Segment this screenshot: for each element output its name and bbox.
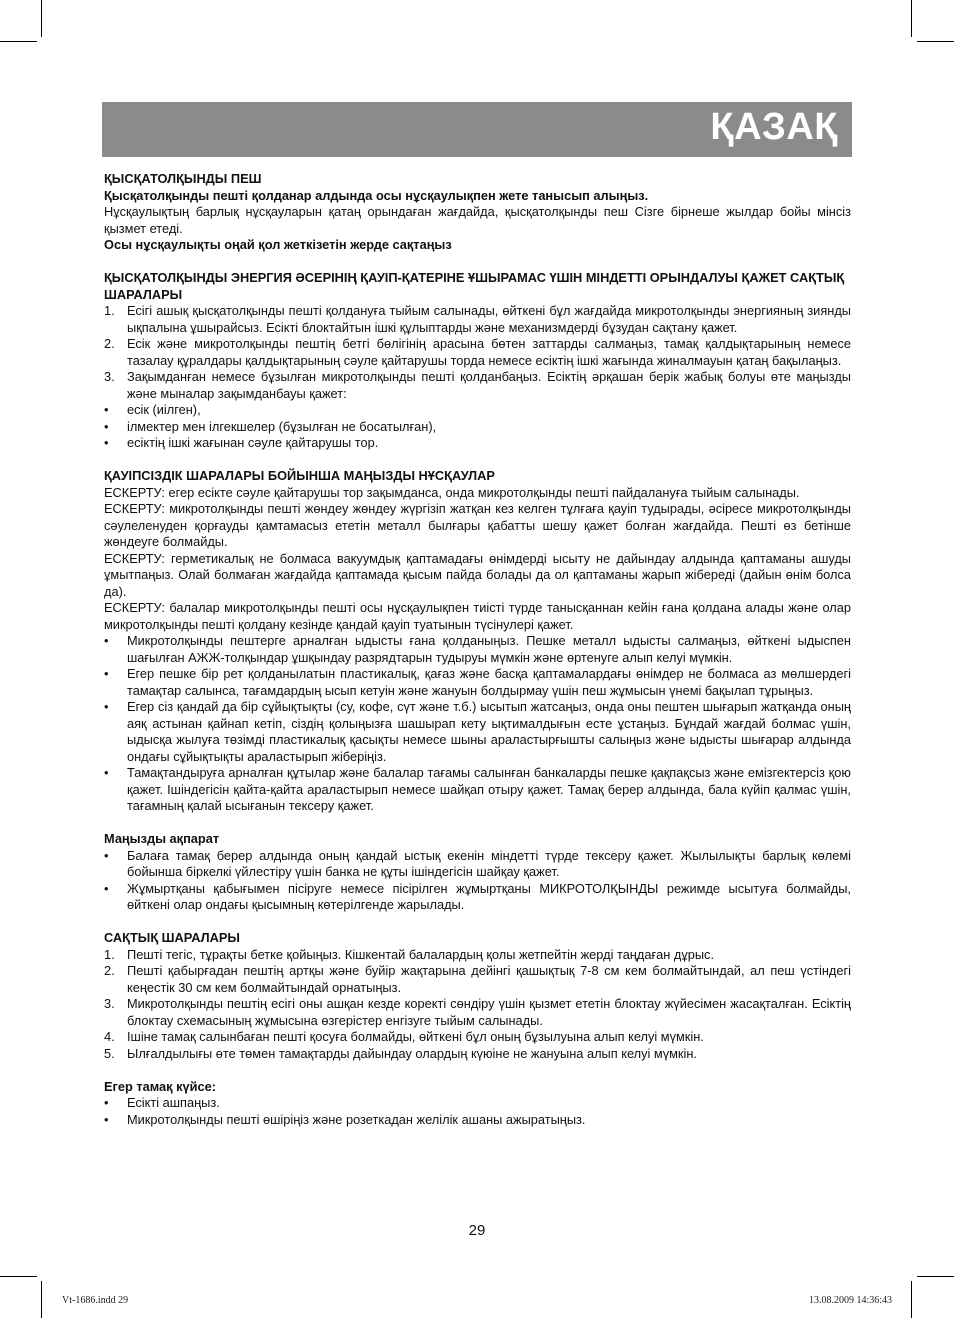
section-heading: ҚЫСҚАТОЛҚЫНДЫ ЭНЕРГИЯ ӘСЕРІНІҢ ҚАУІП-ҚАТЕРІНЕ ҰШЫРАМАС ҮШІН МІНДЕТТІ ОРЫНДАЛУЫ ҚАЖЕТ САҚТЫҚ ШАРАЛАРЫ [104,270,845,302]
page-title: ҚАЗАҚ [710,106,838,148]
list-item-text: Балаға тамақ берер алдында оның қандай ыстық екенін міндетті түрде тексеру қажет. Жылылықты барлық көлемі бойынша біркелкі үйлестіру үшін банка не құты ішіндегісін шайқау қажет. [127,847,851,879]
list-item [104,848,851,881]
list-item-text: Микротолқынды пештің есігі оны ашқан кезде коректі сөндіру үшін қызмет ететін блоктау жүйесімен жасақталған. Есіктің блоктау схемасының жұмысына өзгерістер енгізуге тыйым салынады. [127,996,851,1028]
list-item-text: Егер сіз қандай да бір сұйықтықты (су, кофе, сүт және т.б.) ысытып жатсаңыз, онда оны пештен шығарып жатқанда оның аяқ астынан қайнап кетіп, сіздің қолыңызға шашырап кету ықтималдығын есте ұстаңыз. Бұндай жағдай болмас үшін, ыдысқа жылуға төзімді пластикалық қасықты немесе шыны араластырғышты салыңыз және ыдысты шығарар алдында ондағы сұйықтықты араластырып жіберіңіз. [127,699,851,764]
list-item [104,402,851,419]
bullet-icon: • [104,699,109,714]
document-body [104,171,851,1128]
list-marker: 1. [104,303,115,318]
list-marker: 4. [104,1029,115,1044]
list-item [104,963,851,996]
list-item [104,765,851,815]
section-heading: Маңызды ақпарат [104,831,220,846]
list-item-text: Ішіне тамақ салынбаған пешті қосуға болмайды, өйткені бұл оның бұзылуына алып келуі мүмкін. [127,1029,704,1044]
list-item-text: ілмектер мен ілгекшелер (бұзылған не босатылған), [127,418,437,434]
list-item [104,881,851,914]
list-item-text: Жұмыртқаны қабығымен пісіруге немесе пісірілген жұмыртқаны МИКРОТОЛҚЫНДЫ режимде ысытуға болмайды, өйткені олар ондағы қысымның көтерілгенде жарылады. [127,880,851,912]
list-marker: • [104,435,109,450]
warning-note: ЕСКЕРТУ: микротолқынды пешті жөндеу жөндеу жүргізіп жатқан кез келген тұлғаға қауіп тудырады, әсіресе микротолқынды сәулеленуден қорғауды қамтамасыз ететін металл былғары қабатты шешу қажет болған жағдайда. Пешті өз бетінше жөндеуге болмайды. [104,501,851,549]
intro-lead: Қысқатолқынды пешті қолданар алдында осы нұсқаулықпен жете танысып алыңыз. [104,187,649,203]
list-item-text: Микротолқынды пешті өшіріңіз және розеткадан желілік ашаны ажыратыңыз. [127,1111,586,1127]
section1-list [104,303,851,452]
bullet-icon: • [104,666,109,681]
list-marker: 2. [104,963,115,978]
list-item [104,369,851,402]
list-marker: • [104,402,109,417]
list-item-text: есік (иілген), [127,402,201,417]
list-item-text: Есікті ашпаңыз. [127,1095,220,1110]
list-item-text: Есігі ашық қысқатолқынды пешті қолдануға тыйым салынады, өйткені бұл жағдайда микротолқынды энергияның зиянды ықпалына ұшырайсыз. Есікті блоктайтын ішкі құлыптарды және механизмдерді бұзудан сақтану қажет. [127,303,851,335]
crop-mark [911,1281,912,1318]
crop-mark [41,0,42,37]
section-heading: ҚАУІПСІЗДІК ШАРАЛАРЫ БОЙЫНША МАҢЫЗДЫ НҰСҚАУЛАР [104,468,495,483]
list-item-text: Пешті тегіс, тұрақты бетке қойыңыз. Кішкентай балалардың қолы жетпейтін жерді таңдаған дұрыс. [127,946,715,962]
bullet-icon: • [104,847,109,863]
language-banner [102,102,852,157]
list-item-text: Ылғалдылығы өте төмен тамақтарды дайындау олардың күюіне не жануына алып келуі мүмкін. [127,1045,697,1061]
section-heading: САҚТЫҚ ШАРАЛАРЫ [104,930,240,945]
section-heading: Егер тамақ күйсе: [104,1078,216,1094]
bullet-icon: • [104,765,109,780]
warning-note: ЕСКЕРТУ: балалар микротолқынды пешті осы нұсқаулықпен тиісті түрде танысқаннан кейін ғана қолдана алады және олар микротолқынды пешті қолдану кезінде қандай қауіп туатынын түсінулері қажет. [104,600,851,632]
crop-mark [917,41,954,42]
list-item-text: Есік және микротолқынды пештің бетгі бөлігінің арасына бөтен заттарды салмаңыз, тамақ қалдықтарының немесе тазалау құралдары қалдықтарының сәуле қайтарушы торда немесе есіктің ішкі жағында жиналмауын қатаң бақылаңыз. [127,336,851,368]
intro-text: Нұсқаулықтың барлық нұсқауларын қатаң орындаған жағдайда, қысқатолқынды пеш Сізге бірнеше жылдар бойы мінсіз қызмет етеді. [104,204,851,236]
list-marker: 2. [104,336,115,351]
list-item [104,303,851,336]
crop-mark [917,1276,954,1277]
print-slug-timestamp: 13.08.2009 14:36:43 [808,1295,892,1306]
list-item-text: Егер пешке бір рет қолданылатын пластикалық, қағаз және басқа қаптамалардағы өнімдер не болмаса аз мөлшердегі тамақтар салынса, тағамдардың ысып кетуін және жануын болдырмау үшін пеш жұмысын үнемі бақылап тұрыңыз. [127,666,851,698]
list-marker: • [104,418,109,434]
list-marker: 3. [104,996,115,1011]
list-item [104,336,851,369]
crop-mark [0,1276,37,1277]
crop-mark [911,0,912,37]
list-item [104,996,851,1029]
list-item-text: Пешті қабырғадан пештің артқы және буйір жақтарына дейінгі қашықтық 7-8 см кем болмайтындай, ал пеш үстіндегі кеңестік 30 см кем болмайтындай орнатыңыз. [127,963,851,995]
intro-keep: Осы нұсқаулықты оңай қол жеткізетін жерде сақтаңыз [104,237,452,252]
list-item [104,947,851,964]
list-item [104,699,851,765]
list-item [104,633,851,666]
list-item [104,666,851,699]
warning-note: ЕСКЕРТУ: герметикалық не болмаса вакуумдық қаптамадағы өнімдерді ысыту не дайындау алдында қаптаманы ашуды ұмытпаңыз. Олай болмаған жағдайда қаптамада қысым пайда болады да ол қаптаманы жарып жібереді (дайын өнім болса да). [104,550,851,599]
intro-heading: ҚЫСҚАТОЛҚЫНДЫ ПЕШ [104,171,262,186]
list-item [104,1046,851,1063]
list-item [104,1029,851,1046]
list-item [104,435,851,452]
bullet-icon: • [104,880,109,896]
print-slug-file: Vt-1686.indd 29 [62,1295,129,1306]
crop-mark [0,41,37,42]
list-marker: 1. [104,946,115,962]
bullet-icon: • [104,1095,109,1110]
list-item-text: Зақымданған немесе бұзылған микротолқынды пешті қолданбаңыз. Есіктің әрқашан берік жабық болуы өте маңызды және мыналар зақымданбауы қажет: [127,369,851,401]
list-marker: 3. [104,369,115,384]
list-item [104,1095,851,1112]
list-item-text: есіктің ішкі жағынан сәуле қайтарушы тор. [127,435,379,450]
page-number: 29 [468,1222,486,1239]
bullet-icon: • [104,1111,109,1127]
list-item-text: Микротолқынды пештерге арналған ыдысты ғана қолданыңыз. Пешке металл ыдысты салмаңыз, өйткені ыдыспен шағылған АЖЖ-толқындар ұшқындау разрядтарын тудыруы мүмкін және өртенуге алып келуі мүмкін. [127,633,851,665]
list-item [104,1112,851,1129]
bullet-icon: • [104,633,109,648]
list-item [104,419,851,436]
list-marker: 5. [104,1045,115,1061]
warning-note: ЕСКЕРТУ: егер есікте сәуле қайтарушы тор зақымданса, онда микротолқынды пешті пайдалануға тыйым салынады. [104,484,800,500]
list-item-text: Тамақтандыруға арналған құтылар және балалар тағамы салынған банкаларды пешке қақпақсыз және емізгектерсіз қою қажет. Ішіндегісін қайта-қайта араластырып немесе шайқап отыру қажет. Тамақ берер алдында, бала күйіп қалмас үшін, тағамның қалай ысығанын тексеру қажет. [127,765,851,813]
crop-mark [41,1281,42,1318]
